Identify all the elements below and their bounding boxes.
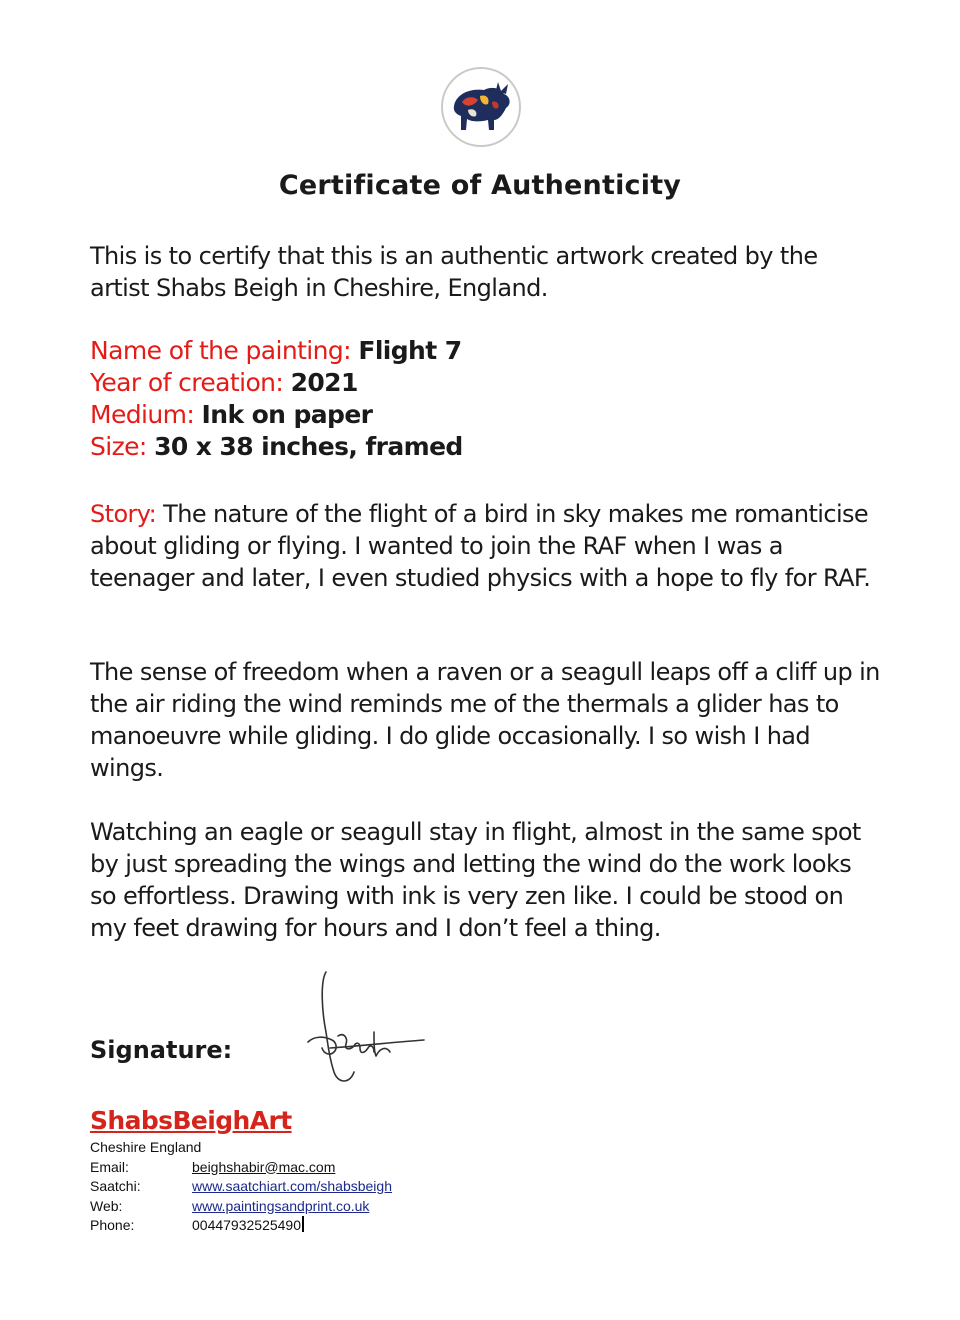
contact-label: Saatchi: <box>90 1178 141 1194</box>
certificate-title: Certificate of Authenticity <box>278 170 682 201</box>
artwork-details <box>90 335 870 463</box>
contact-row-email <box>90 1158 392 1178</box>
field-year <box>90 367 870 399</box>
contact-row-saatchi <box>90 1177 392 1197</box>
location-row <box>90 1138 392 1158</box>
field-value: 2021 <box>290 368 358 397</box>
field-medium <box>90 399 870 431</box>
contact-row-phone <box>90 1216 392 1236</box>
field-label: Medium: <box>90 400 195 429</box>
field-size <box>90 431 870 463</box>
text-cursor <box>302 1216 304 1232</box>
website-link[interactable]: www.paintingsandprint.co.uk <box>192 1197 370 1214</box>
field-label: Size: <box>90 432 147 461</box>
saatchi-link[interactable]: www.saatchiart.com/shabsbeigh <box>192 1178 392 1194</box>
location-text: Cheshire England <box>90 1139 202 1155</box>
story-label: Story: <box>90 500 157 528</box>
field-value: Ink on paper <box>201 400 373 429</box>
bull-logo-icon <box>440 66 522 148</box>
intro-paragraph: This is to certify that this is an authentic artwork created by the artist Shabs Beigh in Cheshire, England. <box>90 242 818 302</box>
story-paragraph-1 <box>90 498 880 594</box>
contact-row-web <box>90 1197 392 1217</box>
contact-label: Email: <box>90 1158 129 1175</box>
story-paragraph-2: The sense of freedom when a raven or a seagull leaps off a cliff up in the air riding the wind reminds me of the thermals a glider has to manoeuvre while gliding. I do glide occasionally. I so wish I had wings. <box>90 658 880 782</box>
contact-label: Phone: <box>90 1217 135 1233</box>
contact-label: Web: <box>90 1197 123 1214</box>
signature-label: Signature: <box>90 1036 233 1064</box>
contact-block <box>90 1138 392 1236</box>
field-value: 30 x 38 inches, framed <box>154 432 463 461</box>
email-link[interactable]: beighshabir@mac.com <box>192 1158 336 1175</box>
field-value: Flight 7 <box>358 336 462 365</box>
story-text: The nature of the flight of a bird in sky makes me romanticise about gliding or flying. I wanted to join the RAF when I was a teenager and later, I even studied physics with a hope to fly for RAF. <box>90 500 871 592</box>
brand-name[interactable]: ShabsBeighArt <box>90 1106 292 1135</box>
story-paragraph-3: Watching an eagle or seagull stay in flight, almost in the same spot by just spreading the wings and letting the wind do the work looks so effortless. Drawing with ink is very zen like. I could be stood on my feet drawing for hours and I don’t feel a thing. <box>90 818 861 942</box>
field-painting-name <box>90 335 870 367</box>
handwritten-signature <box>300 962 430 1092</box>
field-label: Name of the painting: <box>90 336 351 365</box>
phone-number: 00447932525490 <box>192 1217 302 1233</box>
field-label: Year of creation: <box>90 368 284 397</box>
